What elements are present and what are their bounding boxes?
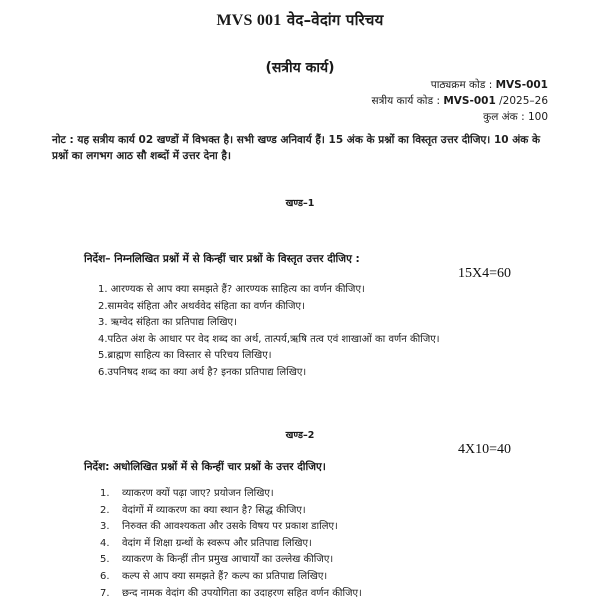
assignment-code-value: MVS-001 xyxy=(443,95,496,107)
section-2-heading: खण्ड–2 xyxy=(285,430,315,441)
section-2-instruction: निर्देश: अधोलिखित प्रश्नों में से किन्हीं चार प्रश्नों के उत्तर दीजिए। xyxy=(84,461,326,473)
course-code-line xyxy=(431,78,548,93)
course-code-title: MVS 001 xyxy=(216,12,282,29)
course-code-label: पाठ्यक्रम कोड : xyxy=(430,79,493,91)
list-item: 2.सामवेद संहिता और अथर्ववेद संहिता का वर्णन कीजिए। xyxy=(98,300,305,312)
course-title: वेद–वेदांग परिचय xyxy=(286,11,384,29)
list-item: 5.ब्राह्मण साहित्य का विस्तार से परिचय लिखिए। xyxy=(98,350,272,362)
assignment-code-line xyxy=(371,94,548,109)
total-marks-line xyxy=(483,110,548,125)
list-item: 1. व्याकरण क्यों पढ़ा जाए? प्रयोजन लिखिए। xyxy=(100,488,274,499)
list-item: 2. वेदांगों में व्याकरण का क्या स्थान है? सिद्ध कीजिए। xyxy=(100,504,306,516)
section-1-heading: खण्ड–1 xyxy=(285,198,315,209)
assignment-code-label: सत्रीय कार्य कोड : xyxy=(371,95,441,107)
list-item: 3. ऋग्वेद संहिता का प्रतिपाद्य लिखिए। xyxy=(98,317,237,329)
list-item: 4.पठित अंश के आधार पर वेद शब्द का अर्थ, तात्पर्य,ऋषि तत्व एवं शाखाओं का वर्णन कीजिए। xyxy=(98,333,440,345)
section-1-questions xyxy=(98,282,440,382)
list-item: 7. छन्द नामक वेदांग की उपयोगिता का उदाहरण सहित वर्णन कीजिए। xyxy=(100,587,362,599)
section-2-questions xyxy=(100,486,362,602)
session-value: /2025–26 xyxy=(499,95,548,107)
course-code-value: MVS-001 xyxy=(495,79,548,91)
section-2-marks: 4X10=40 xyxy=(458,442,512,457)
document-title xyxy=(0,10,600,30)
list-item: 4. वेदांग में शिक्षा ग्रन्थों के स्वरूप और प्रतिपाद्य लिखिए। xyxy=(100,537,312,549)
total-marks-label: कुल अंक : xyxy=(483,111,525,123)
list-item: 6.उपनिषद शब्द का क्या अर्थ है? इनका प्रतिपाद्य लिखिए। xyxy=(98,366,307,378)
list-item: 5. व्याकरण के किन्हीं तीन प्रमुख आचार्यों का उल्लेख कीजिए। xyxy=(100,554,334,566)
list-item: 3. निरुक्त की आवश्यकता और उसके विषय पर प्रकाश डालिए। xyxy=(100,521,338,533)
document-subtitle: (सत्रीय कार्य) xyxy=(265,60,335,76)
section-1-marks: 15X4=60 xyxy=(458,266,512,281)
list-item: 1. आरण्यक से आप क्या समझते हैं? आरण्यक साहित्य का वर्णन कीजिए। xyxy=(98,284,365,295)
list-item: 6. कल्प से आप क्या समझते हैं? कल्प का प्रतिपाद्य लिखिए। xyxy=(100,570,328,582)
total-marks-value: 100 xyxy=(527,111,548,123)
section-1-instruction: निर्देश– निम्नलिखित प्रश्नों में से किन्हीं चार प्रश्नों के विस्तृत उत्तर दीजिए : xyxy=(84,253,360,265)
instructions-note: नोट : यह सत्रीय कार्य 02 खण्डों में विभक्त है। सभी खण्ड अनिवार्य हैं। 15 अंक के प्रश्नों का विस्तृत उत्तर दीजिए। 10 अंक के प्रश्नों का लगभग आठ सौ शब्दों में उत्तर देना है। xyxy=(52,134,541,162)
